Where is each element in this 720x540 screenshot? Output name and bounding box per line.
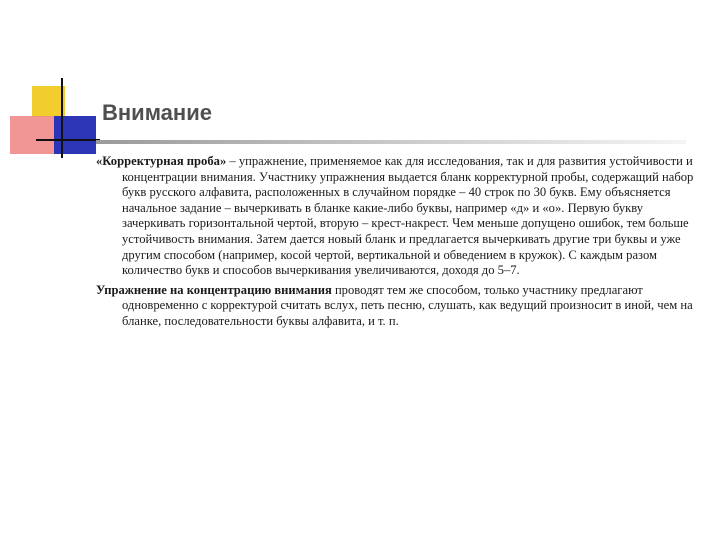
paragraph-lead: «Корректурная проба»: [96, 154, 227, 168]
paragraph-body: проводят тем же способом, только участнику предлагают одновременно с корректурой считать вслух, петь песню, слушать, как ведущий произносит в иной, чем на бланке, последовательности буквы алфавита, и т. п.: [122, 282, 693, 328]
decor-red-square: [10, 116, 54, 154]
title-underline: [96, 140, 686, 144]
paragraph-lead: Упражнение на концентрацию внимания: [96, 282, 332, 297]
slide-title: Внимание: [102, 100, 212, 125]
slide-content: [96, 154, 696, 334]
decor-horizontal-line: [36, 139, 100, 141]
paragraph-proofreading-test: [96, 154, 696, 279]
paragraph-body: – упражнение, применяемое как для исследования, так и для развития устойчивости и концентрации внимания. Участнику упражнения выдается бланк корректурной пробы, содержащий набор букв русского алфавита, расположенных в случайном порядке – 40 строк по 30 букв. Ему объясняется начальное задание – вычеркивать в бланке какие-либо буквы, например «д» и «о». Первую букву зачеркивать горизонтальной чертой, вторую – крест-накрест. Чем меньше допущено ошибок, тем больше устойчивость внимания. Затем дается новый бланк и предлагается вычеркивать другие три буквы и уже другим способом (например, косой чертой, вертикальной и обведением в кружок). С каждым разом количество букв и способов вычеркивания увеличиваются, доходя до 5–7.: [122, 154, 694, 278]
paragraph-concentration-exercise: [96, 283, 696, 330]
decor-vertical-line: [61, 78, 63, 158]
